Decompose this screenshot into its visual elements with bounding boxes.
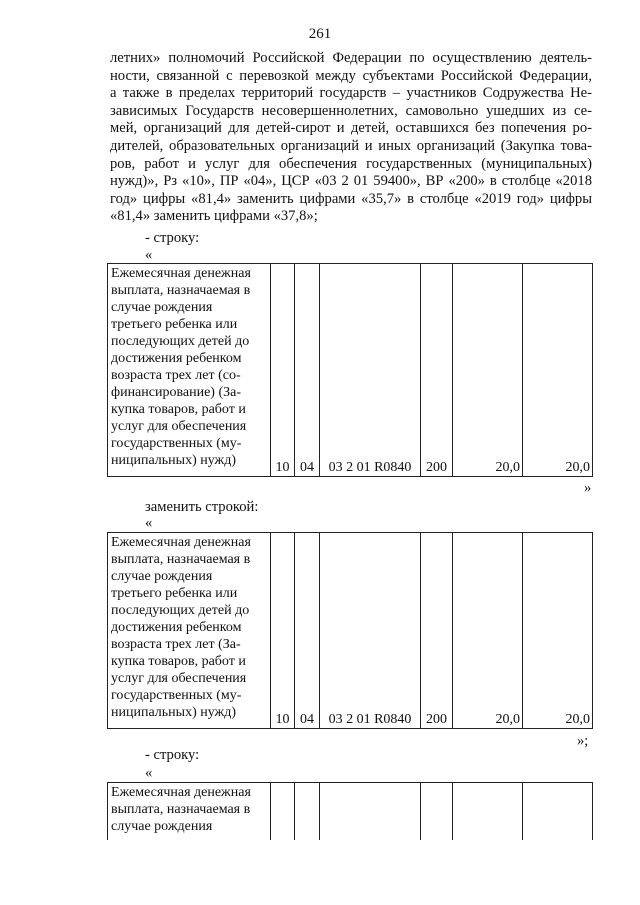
table-row [108,783,593,840]
quote-close: »; [577,733,589,749]
paragraph-line: мей, организаций для детей-сирот и детей, оставшихся без попечения ро- [110,120,592,137]
paragraph-line: дителей, образовательных организаций и иных организаций (Закупка това- [110,137,592,154]
quote-open: « [145,515,153,531]
quote-open: « [145,765,153,781]
rz-cell: 10 [271,264,295,477]
budget-table-old [107,263,593,477]
csr-cell [320,783,421,840]
table-row [108,264,593,477]
instruction-line: - строку: [145,747,200,763]
vr-cell: 200 [421,264,453,477]
paragraph-line: «81,4» заменить цифрами «37,8»; [110,208,318,225]
quote-close: » [584,480,592,496]
paragraph-line: ров, работ и услуг для обеспечения государственных (муниципальных) [110,155,592,172]
amount-2018-cell [453,783,523,840]
paragraph-line: ности, связанной с перевозкой между субъектами Российской Федерации, [110,67,592,84]
quote-open: « [145,247,153,263]
pr-cell [295,783,320,840]
paragraph-line: год» цифры «81,4» заменить цифрами «35,7» в столбце «2019 год» цифры [110,190,592,207]
pr-cell: 04 [295,264,320,477]
rz-cell: 10 [271,533,295,729]
paragraph-line: а также в пределах территорий государств – участников Содружества Не- [110,85,592,102]
amount-2018-cell: 20,0 [453,533,523,729]
vr-cell: 200 [421,533,453,729]
expense-name-cell: Ежемесячная денежная выплата, назначаемая в случае рождения [108,783,271,840]
csr-cell: 03 2 01 R0840 [320,533,421,729]
instruction-line: - строку: [145,230,200,246]
expense-name-cell: Ежемесячная денежная выплата, назначаемая в случае рождения третьего ребенка или последующих детей до достижения ребенком возраста трех лет (со- финансирование) (За- купка товаров, работ и услуг для обеспечения государственных (му- ниципальных) нужд) [108,264,271,477]
amount-2018-cell: 20,0 [453,264,523,477]
csr-cell: 03 2 01 R0840 [320,264,421,477]
expense-name-cell: Ежемесячная денежная выплата, назначаемая в случае рождения третьего ребенка или последующих детей до достижения ребенком возраста трех лет (За- купка товаров, работ и услуг для обеспечения государственных (му- ниципальных) нужд) [108,533,271,729]
pr-cell: 04 [295,533,320,729]
paragraph-line: зависимых Государств несовершеннолетних, самовольно ушедших из се- [110,102,592,119]
page-number: 261 [308,26,332,42]
vr-cell [421,783,453,840]
paragraph-line: нужд)», Рз «10», ПР «04», ЦСР «03 2 01 59400», ВР «200» в столбце «2018 [110,173,592,190]
budget-table-next [107,782,593,840]
instruction-line: заменить строкой: [145,499,259,515]
amendment-paragraph [110,50,592,226]
amount-2019-cell: 20,0 [523,264,593,477]
amount-2019-cell [523,783,593,840]
amount-2019-cell: 20,0 [523,533,593,729]
table-row [108,533,593,729]
rz-cell [271,783,295,840]
paragraph-line: летних» полномочий Российской Федерации по осуществлению деятель- [110,50,592,66]
budget-table-new [107,532,593,729]
